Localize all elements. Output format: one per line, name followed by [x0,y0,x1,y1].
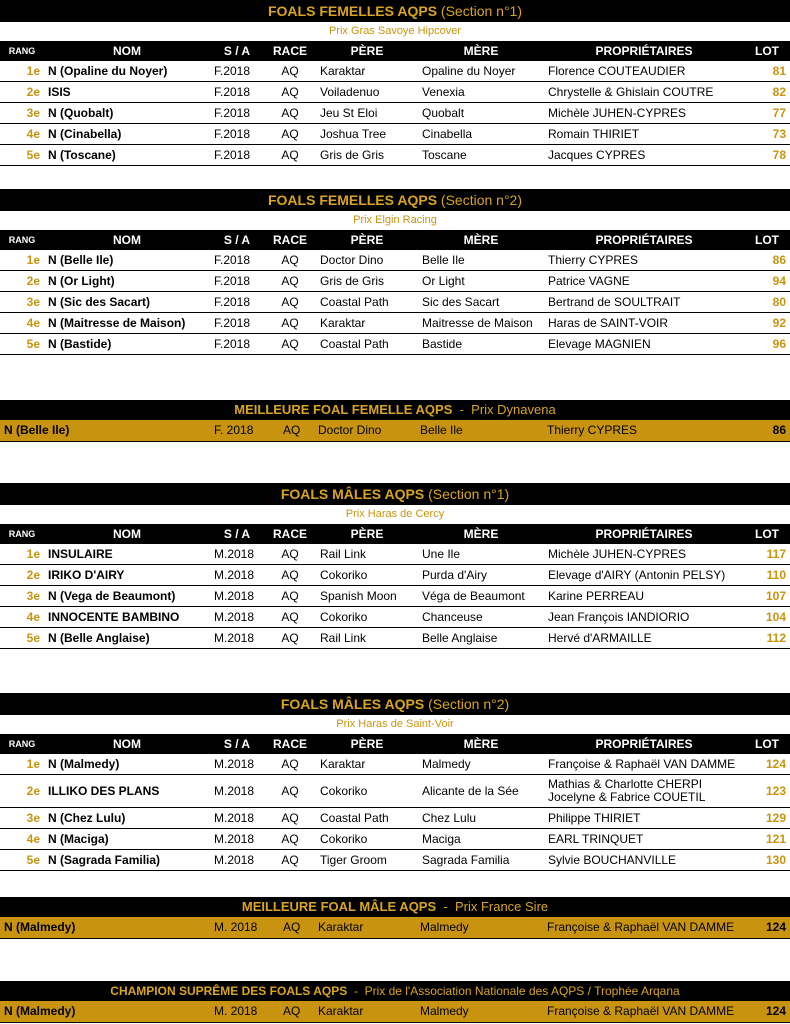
section-title: FOALS MÂLES AQPS (Section n°1) [0,483,790,505]
award-title: MEILLEURE FOAL FEMELLE AQPS - Prix Dynavena [0,400,790,420]
section-females-1 [0,0,790,166]
section-prize: Prix Haras de Cercy [345,508,445,520]
table-row: 2e ILLIKO DES PLANS M.2018 AQ Cokoriko Alicante de la Sée Mathias & Charlotte CHERPI Jocelyne & Fabrice COUETIL 123 [0,775,790,808]
table-row: 2e IRIKO D'AIRY M.2018 AQ Cokoriko Purda d'Airy Elevage d'AIRY (Antonin PELSY) 110 [0,565,790,586]
section-prize: Prix Elgin Racing [353,214,437,226]
section-males-2 [0,693,790,871]
table-row: 1e INSULAIRE M.2018 AQ Rail Link Une Ile Michèle JUHEN-CYPRES 117 [0,544,790,565]
results-table [0,41,790,166]
table-header: RANG NOM S / A RACE PÈRE MÈRE PROPRIÉTAIRES LOT [0,524,790,544]
table-row: 5e N (Sagrada Familia) M.2018 AQ Tiger Groom Sagrada Familia Sylvie BOUCHANVILLE 130 [0,850,790,871]
table-row: 3e N (Vega de Beaumont) M.2018 AQ Spanish Moon Véga de Beaumont Karine PERREAU 107 [0,586,790,607]
award-title: MEILLEURE FOAL MÂLE AQPS - Prix France Sire [0,897,790,917]
section-title: FOALS MÂLES AQPS (Section n°2) [0,693,790,715]
award-best-male [0,897,790,939]
section-prize: Prix Gras Savoye Hipcover [328,25,462,37]
results-table [0,230,790,355]
table-header: RANG NOM S / A RACE PÈRE MÈRE PROPRIÉTAIRES LOT [0,41,790,61]
section-title: FOALS FEMELLES AQPS (Section n°2) [0,189,790,211]
table-row: 1e N (Opaline du Noyer) F.2018 AQ Karaktar Opaline du Noyer Florence COUTEAUDIER 81 [0,61,790,82]
award-row: N (Belle Ile) F. 2018 AQ Doctor Dino Belle Ile Thierry CYPRES 86 [0,420,790,442]
section-males-1 [0,483,790,649]
section-title: FOALS FEMELLES AQPS (Section n°1) [0,0,790,22]
table-header: RANG NOM S / A RACE PÈRE MÈRE PROPRIÉTAIRES LOT [0,230,790,250]
section-prize: Prix Haras de Saint-Voir [336,718,454,730]
table-row: 5e N (Bastide) F.2018 AQ Coastal Path Bastide Elevage MAGNIEN 96 [0,334,790,355]
table-row: 1e N (Malmedy) M.2018 AQ Karaktar Malmedy Françoise & Raphaël VAN DAMME 124 [0,754,790,775]
table-row: 4e INNOCENTE BAMBINO M.2018 AQ Cokoriko Chanceuse Jean François IANDIORIO 104 [0,607,790,628]
award-row: N (Malmedy) M. 2018 AQ Karaktar Malmedy Françoise & Raphaël VAN DAMME 124 [0,1001,790,1023]
table-header: RANG NOM S / A RACE PÈRE MÈRE PROPRIÉTAIRES LOT [0,734,790,754]
table-row: 1e N (Belle Ile) F.2018 AQ Doctor Dino Belle Ile Thierry CYPRES 86 [0,250,790,271]
results-table [0,734,790,871]
table-row: 5e N (Belle Anglaise) M.2018 AQ Rail Link Belle Anglaise Hervé d'ARMAILLE 112 [0,628,790,649]
award-supreme-champion [0,981,790,1023]
table-row: 3e N (Quobalt) F.2018 AQ Jeu St Eloi Quobalt Michèle JUHEN-CYPRES 77 [0,103,790,124]
table-row: 2e N (Or Light) F.2018 AQ Gris de Gris Or Light Patrice VAGNE 94 [0,271,790,292]
section-females-2 [0,189,790,355]
award-best-female [0,400,790,442]
table-row: 2e ISIS F.2018 AQ Voiladenuo Venexia Chrystelle & Ghislain COUTRE 82 [0,82,790,103]
table-row: 3e N (Chez Lulu) M.2018 AQ Coastal Path Chez Lulu Philippe THIRIET 129 [0,808,790,829]
table-row: 5e N (Toscane) F.2018 AQ Gris de Gris Toscane Jacques CYPRES 78 [0,145,790,166]
table-row: 4e N (Cinabella) F.2018 AQ Joshua Tree Cinabella Romain THIRIET 73 [0,124,790,145]
award-row: N (Malmedy) M. 2018 AQ Karaktar Malmedy Françoise & Raphaël VAN DAMME 124 [0,917,790,939]
table-row: 4e N (Maitresse de Maison) F.2018 AQ Karaktar Maitresse de Maison Haras de SAINT-VOIR 92 [0,313,790,334]
table-row: 3e N (Sic des Sacart) F.2018 AQ Coastal Path Sic des Sacart Bertrand de SOULTRAIT 80 [0,292,790,313]
results-table [0,524,790,649]
award-title: CHAMPION SUPRÊME DES FOALS AQPS - Prix de l'Association Nationale des AQPS / Trophée Arqana [0,981,790,1001]
owners-cell: Mathias & Charlotte CHERPI Jocelyne & Fabrice COUETIL [544,775,744,808]
table-row: 4e N (Maciga) M.2018 AQ Cokoriko Maciga EARL TRINQUET 121 [0,829,790,850]
